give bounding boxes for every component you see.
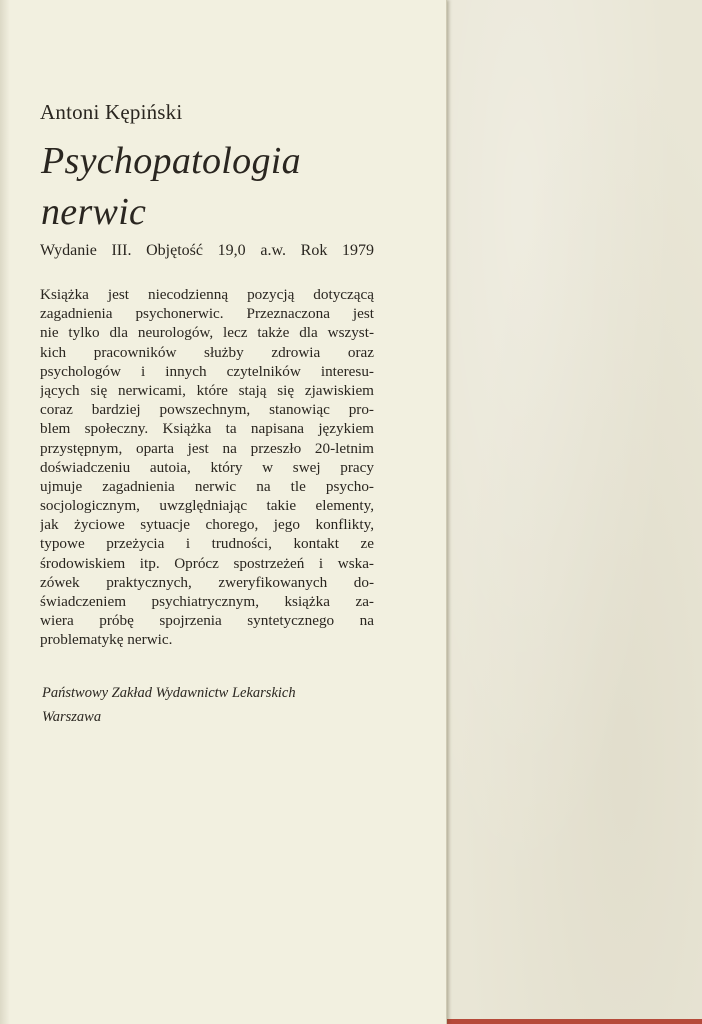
publisher-name: Państwowy Zakład Wydawnictw Lekarskich bbox=[42, 685, 296, 701]
description-line: zówek praktycznych, zweryfikowanych do- bbox=[40, 573, 374, 591]
description-line: przystępnym, oparta jest na przeszło 20-letnim bbox=[40, 439, 374, 457]
publisher-info bbox=[42, 681, 296, 729]
book-title bbox=[41, 136, 301, 238]
description-line: psychologów i innych czytelników interesu- bbox=[40, 362, 374, 380]
description-line: blem społeczny. Książka ta napisana językiem bbox=[40, 420, 374, 438]
description-line: doświadczeniu autoia, który w swej pracy bbox=[40, 458, 374, 476]
description-line: jak życiowe sytuacje chorego, jego konflikty, bbox=[40, 516, 374, 534]
description-line: świadczeniem psychiatrycznym, książka za- bbox=[40, 593, 374, 610]
description-line: problematykę nerwic. bbox=[40, 631, 173, 649]
cover-board bbox=[445, 0, 702, 1024]
description-line: środowiskiem itp. Oprócz spostrzeżeń i wska- bbox=[40, 554, 374, 572]
description-line: Książka jest niecodzienną pozycją dotyczącą bbox=[40, 286, 374, 303]
description-line: typowe przeżycia i trudności, kontakt ze bbox=[40, 535, 374, 553]
title-line-2: nerwic bbox=[41, 191, 147, 233]
description-line: nie tylko dla neurologów, lecz także dla wszyst- bbox=[40, 324, 374, 342]
title-line-1: Psychopatologia bbox=[41, 140, 301, 182]
publisher-city: Warszawa bbox=[42, 709, 102, 725]
description-line: ujmuje zagadnienia nerwic na tle psycho- bbox=[40, 477, 374, 495]
cover-edge-strip bbox=[445, 1019, 702, 1024]
description-line: socjologicznym, uwzględniając takie elementy, bbox=[40, 497, 374, 515]
book-description bbox=[40, 285, 374, 650]
description-line: coraz bardziej powszechnym, stanowiąc pro- bbox=[40, 401, 374, 419]
description-line: kich pracowników służby zdrowia oraz bbox=[40, 343, 374, 361]
description-line: zagadnienia psychonerwic. Przeznaczona jest bbox=[40, 305, 374, 323]
edition-info: Wydanie III. Objętość 19,0 a.w. Rok 1979 bbox=[40, 242, 374, 259]
author-name: Antoni Kępiński bbox=[40, 100, 183, 124]
description-line: jących się nerwicami, które stają się zjawiskiem bbox=[40, 381, 374, 399]
description-line: wiera próbę spojrzenia syntetycznego na bbox=[40, 612, 374, 630]
